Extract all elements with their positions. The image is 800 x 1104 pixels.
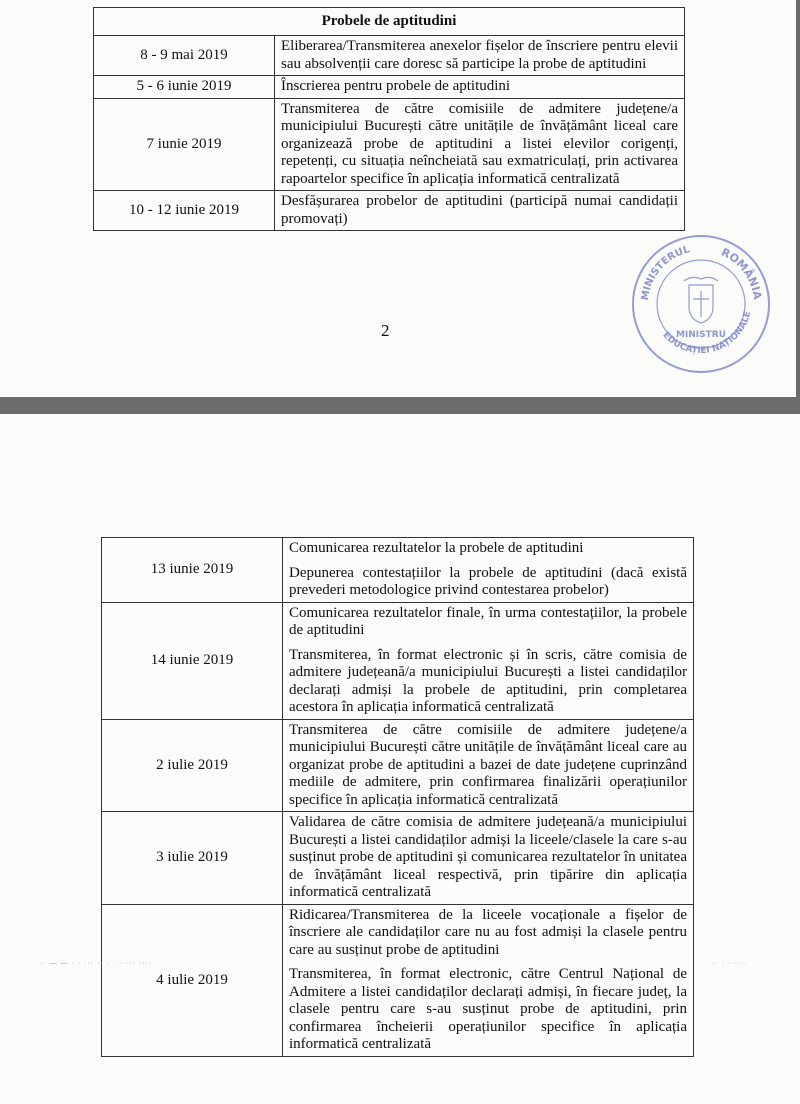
stamp-bottom-text: EDUCAȚIEI NAȚIONALE bbox=[660, 310, 754, 357]
table-row bbox=[102, 602, 694, 719]
table-body bbox=[94, 36, 685, 231]
table-body bbox=[102, 538, 694, 1057]
document-page-1 bbox=[0, 0, 800, 397]
date-cell: 10 - 12 iunie 2019 bbox=[94, 191, 275, 231]
page-separator bbox=[0, 397, 800, 414]
table-row bbox=[102, 812, 694, 905]
svg-text:ROMÂNIA bbox=[719, 246, 764, 301]
date-cell: 13 iunie 2019 bbox=[102, 538, 283, 603]
table-row bbox=[94, 191, 685, 231]
activity-text: Validarea de către comisia de admitere județeană/a municipiului București a listei candidaților admiși la liceele/clasele la care s-au susținut probe de aptitudini și comunicarea rezultatelor în unitatea de învățământ liceal respectivă, prin tipărire din aplicația informatică centralizată bbox=[289, 814, 687, 900]
official-stamp bbox=[630, 233, 772, 375]
romanian-coat-of-arms-icon bbox=[684, 277, 718, 323]
scan-artifact: ·· — — · · ··· ·· · · ····· ···· bbox=[40, 960, 153, 967]
activity-cell bbox=[275, 98, 685, 191]
activity-cell bbox=[283, 904, 694, 1056]
table-row bbox=[102, 719, 694, 812]
table-row bbox=[94, 76, 685, 99]
table-row bbox=[102, 904, 694, 1056]
activity-cell bbox=[283, 719, 694, 812]
activity-cell bbox=[275, 36, 685, 76]
scan-artifact: ·· · ······ bbox=[712, 960, 748, 967]
table-row bbox=[94, 36, 685, 76]
svg-text:MINISTERUL bbox=[640, 244, 692, 301]
activity-cell bbox=[275, 76, 685, 99]
activity-cell bbox=[283, 602, 694, 719]
activity-text: Ridicarea/Transmiterea de la liceele vocaționale a fișelor de înscriere ale candidaților care nu au fost admiși la clasele pentru care au susținut probe de aptitudini bbox=[289, 906, 687, 958]
date-cell: 3 iulie 2019 bbox=[102, 812, 283, 905]
activity-cell bbox=[283, 538, 694, 603]
date-cell: 7 iunie 2019 bbox=[94, 98, 275, 191]
activity-text: Transmiterea de către comisiile de admitere județene/a municipiului București către unitățile de învățământ liceal care organizează probe de aptitudini a listei elevilor corigenți, repetenți, cu situația neîncheiată sau exmatriculați, prin activarea rapoartelor specifice în aplicația informatică centralizată bbox=[281, 100, 678, 187]
document-page-2 bbox=[0, 414, 800, 1104]
aptitude-tests-table-continued bbox=[101, 537, 694, 1057]
date-cell: 4 iulie 2019 bbox=[102, 904, 283, 1056]
activity-text: Comunicarea rezultatelor la probele de aptitudini bbox=[289, 540, 584, 556]
aptitude-tests-table bbox=[93, 7, 685, 231]
date-cell: 5 - 6 iunie 2019 bbox=[94, 76, 275, 99]
activity-text: Eliberarea/Transmiterea anexelor fișelor de înscriere pentru elevii sau absolvenții care doresc să participe la probe de aptitudini bbox=[281, 38, 678, 72]
activity-text: Transmiterea de către comisiile de admitere județene/a municipiului București către unitățile de învățământ liceal care au organizat probe de aptitudini a bazei de date județene cuprinzând mediile de admitere, prin confirmarea finalizării operațiunilor specifice în aplicația informatică centralizată bbox=[289, 721, 687, 808]
activity-cell bbox=[283, 812, 694, 905]
table-row bbox=[102, 538, 694, 603]
stamp-center-text: MINISTRU bbox=[675, 330, 727, 340]
activity-text: Comunicarea rezultatelor finale, în urma contestațiilor, la probele de aptitudini bbox=[289, 604, 687, 638]
stamp-top-text: ROMÂNIA bbox=[719, 245, 764, 301]
stamp-left-text: MINISTERUL bbox=[639, 244, 691, 302]
date-cell: 14 iunie 2019 bbox=[102, 602, 283, 719]
activity-cell bbox=[275, 191, 685, 231]
table-header: Probele de aptitudini bbox=[94, 8, 685, 36]
activity-text: Depunerea contestațiilor la probele de aptitudini (dacă există prevederi metodologice privind contestarea probelor) bbox=[289, 564, 687, 598]
table-row bbox=[94, 98, 685, 191]
activity-text: Transmiterea, în format electronic, către Centrul Național de Admitere a listei candidaților declarați admiși, în fiecare județ, la clasele pentru care s-au susținut probe de aptitudini, prin confirmarea încheierii operațiunilor specifice în aplicația informatică centralizată bbox=[289, 966, 687, 1052]
activity-text: Desfășurarea probelor de aptitudini (participă numai candidații promovați) bbox=[281, 193, 678, 227]
page-number: 2 bbox=[381, 321, 390, 340]
activity-text: Înscrierea pentru probele de aptitudini bbox=[281, 78, 511, 94]
date-cell: 2 iulie 2019 bbox=[102, 719, 283, 812]
date-cell: 8 - 9 mai 2019 bbox=[94, 36, 275, 76]
activity-text: Transmiterea, în format electronic și în scris, către comisia de admitere județeană/a municipiului București a listei candidaților declarați admiși la probele de aptitudini, prin completarea acestora în aplicația informatică centralizată bbox=[289, 646, 687, 715]
